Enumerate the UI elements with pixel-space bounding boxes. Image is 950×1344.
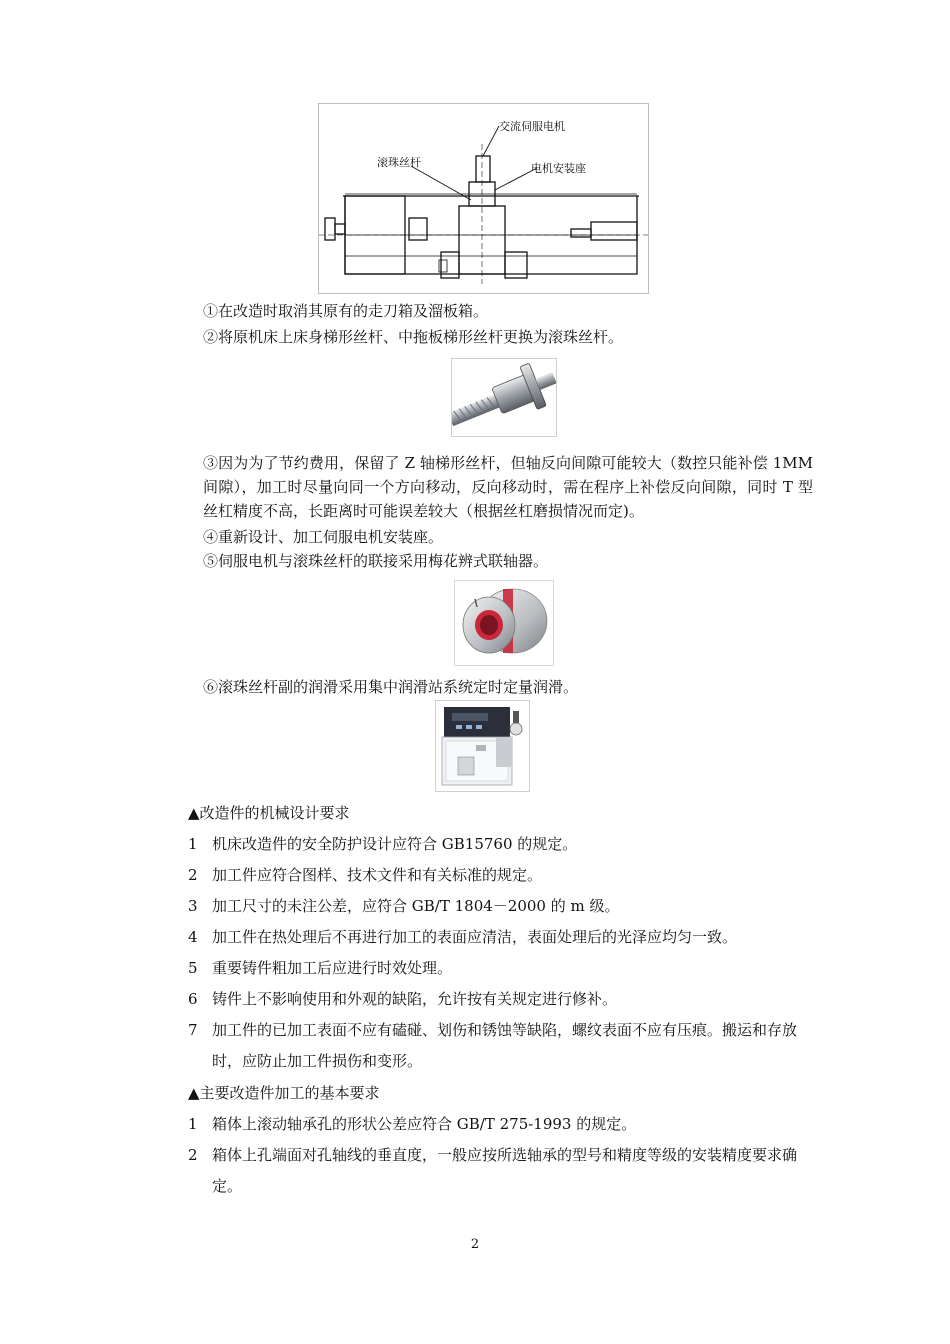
section-2-heading: ▲主要改造件加工的基本要求 [188,1084,380,1102]
list-item [188,984,813,1015]
list-item-number: 5 [188,959,198,977]
plum-coupling-photo [454,580,554,666]
paragraph-5: ⑤伺服电机与滚珠丝杆的联接采用梅花辨式联轴器。 [203,552,549,570]
section-1-heading: ▲改造件的机械设计要求 [188,804,350,822]
diagram-drawing [319,104,648,293]
list-item-number: 2 [188,866,198,884]
list-item-text: 机床改造件的安全防护设计应符合 GB15760 的规定。 [212,835,578,853]
list-item-text: 加工件在热处理后不再进行加工的表面应清洁，表面处理后的光泽应均匀一致。 [212,928,738,946]
lathe-ballscrew-diagram [318,103,649,294]
ballscrew-photo [451,358,557,437]
list-item-number: 7 [188,1021,198,1039]
paragraph-4: ④重新设计、加工伺服电机安装座。 [203,528,444,546]
list-item-text: 铸件上不影响使用和外观的缺陷，允许按有关规定进行修补。 [212,990,618,1008]
list-item-number: 1 [188,1115,198,1133]
list-item-number: 3 [188,897,198,915]
paragraph-3: ③因为为了节约费用，保留了 Z 轴梯形丝杆，但轴反向间隙可能较大（数控只能补偿 1MM 间隙），加工时尽量向同一个方向移动，反向移动时，需在程序上补偿反向间隙，同时 T 型丝杠精度不高，长距离时可能误差较大（根据丝杠磨损情况而定)。 [203,454,813,520]
page-number: 2 [470,1237,480,1252]
paragraph-6: ⑥滚珠丝杆副的润滑采用集中润滑站系统定时定量润滑。 [203,678,579,696]
list-item-number: 2 [188,1146,198,1164]
list-item-text: 加工件应符合图样、技术文件和有关标准的规定。 [212,866,543,884]
paragraph-2: ②将原机床上床身梯形丝杆、中拖板梯形丝杆更换为滚珠丝杆。 [203,328,624,346]
list-item-text: 加工尺寸的未注公差，应符合 GB/T 1804－2000 的 m 级。 [212,897,620,915]
list-item [188,953,813,984]
list-item [188,891,813,922]
label-servo-motor: 交流伺服电机 [499,120,565,133]
list-item-number: 6 [188,990,198,1008]
paragraph-1: ①在改造时取消其原有的走刀箱及溜板箱。 [203,302,489,320]
list-item-text: 箱体上滚动轴承孔的形状公差应符合 GB/T 275-1993 的规定。 [212,1115,637,1133]
list-item-text: 加工件的已加工表面不应有磕碰、划伤和锈蚀等缺陷，螺纹表面不应有压痕。搬运和存放时，应防止加工件损伤和变形。 [212,1021,798,1070]
list-item-text: 重要铸件粗加工后应进行时效处理。 [212,959,453,977]
list-item [188,1015,813,1077]
lubrication-station-photo [435,700,530,792]
label-ball-screw: 滚珠丝杆 [377,156,421,169]
list-item-text: 箱体上孔端面对孔轴线的垂直度，一般应按所选轴承的型号和精度等级的安装精度要求确定。 [212,1146,798,1195]
list-item [188,922,813,953]
list-item-number: 4 [188,928,198,946]
list-item [188,860,813,891]
list-item [188,1140,813,1202]
label-motor-mount: 电机安装座 [531,162,586,175]
list-item [188,829,813,860]
list-item [188,1109,813,1140]
list-item-number: 1 [188,835,198,853]
